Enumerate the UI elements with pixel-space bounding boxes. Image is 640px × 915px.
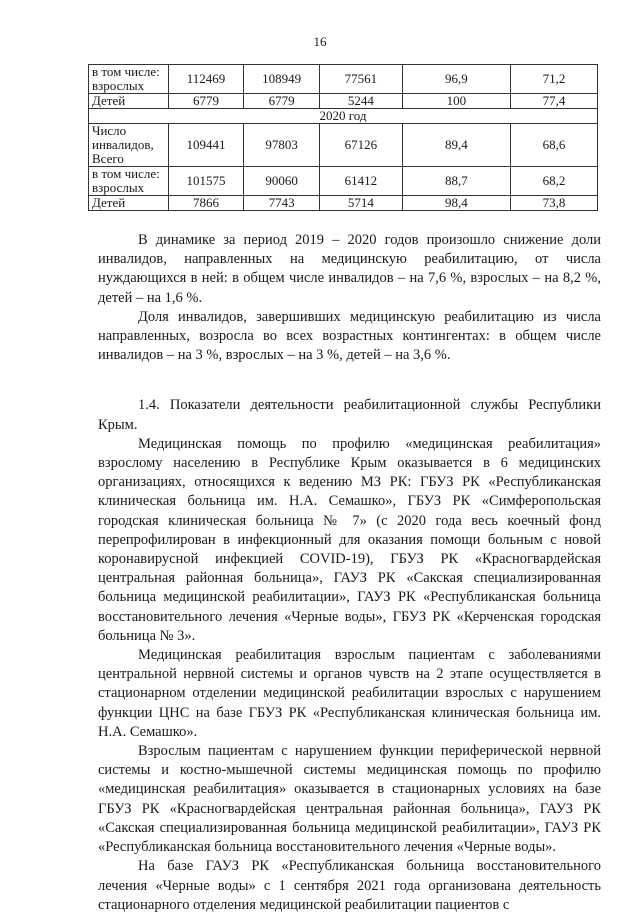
table-cell: 68,6 xyxy=(511,124,598,167)
statistics-table xyxy=(88,64,598,211)
table-cell: 98,4 xyxy=(402,196,510,211)
document-body xyxy=(98,231,601,915)
year-heading: 2020 год xyxy=(89,109,598,124)
table-cell: 97803 xyxy=(244,124,320,167)
table-cell: 68,2 xyxy=(511,167,598,196)
year-heading-row xyxy=(89,109,598,124)
table-cell: 71,2 xyxy=(511,65,598,94)
paragraph: Взрослым пациентам с нарушением функции периферической нервной системы и костно-мышечной системы медицинская помощь по профилю «медицинская реабилитация» оказывается в стационарных условиях на базе ГБУЗ РК «Красногвардейская центральная районная больница», ГАУЗ РК «Сакская специализированная больница медицинской реабилитации», ГАУЗ РК «Республиканская больница восстановительного лечения «Черные воды». xyxy=(98,743,601,856)
table-cell: 7743 xyxy=(244,196,320,211)
row-label: Число инвалидов, Всего xyxy=(89,124,169,167)
table-cell: 77,4 xyxy=(511,94,598,109)
paragraph: Доля инвалидов, завершивших медицинскую реабилитацию из числа направленных, возросла во всех возрастных контингентах: в общем числе инвалидов – на 3 %, взрослых – на 3 %, детей – на 3,6 %. xyxy=(98,308,601,364)
table-cell: 73,8 xyxy=(511,196,598,211)
row-label: Детей xyxy=(89,196,169,211)
paragraph: На базе ГАУЗ РК «Республиканская больница восстановительного лечения «Черные воды» с 1 сентября 2021 года организована деятельность стационарного отделения медицинской реабилитации пациентов с xyxy=(98,858,601,913)
table-row xyxy=(89,124,598,167)
table-cell: 96,9 xyxy=(402,65,510,94)
table-cell: 6779 xyxy=(244,94,320,109)
table-row xyxy=(89,65,598,94)
paragraph: В динамике за период 2019 – 2020 годов произошло снижение доли инвалидов, направленных на медицинскую реабилитацию, от числа нуждающихся в ней: в общем числе инвалидов – на 7,6 %, взрослых – на 8,2 %, детей – на 1,6 %. xyxy=(98,232,601,306)
table-cell: 7866 xyxy=(168,196,244,211)
row-label: в том числе: взрослых xyxy=(89,65,169,94)
table-cell: 5714 xyxy=(319,196,402,211)
table-row xyxy=(89,196,598,211)
table-cell: 101575 xyxy=(168,167,244,196)
table-cell: 67126 xyxy=(319,124,402,167)
table-cell: 89,4 xyxy=(402,124,510,167)
table-cell: 77561 xyxy=(319,65,402,94)
table-cell: 6779 xyxy=(168,94,244,109)
table-cell: 61412 xyxy=(319,167,402,196)
table-row xyxy=(89,94,598,109)
paragraph: Медицинская реабилитация взрослым пациентам с заболеваниями центральной нервной системы и органов чувств на 2 этапе осуществляется в стационарном отделении медицинской реабилитации взрослых с нарушением функции ЦНС на базе ГБУЗ РК «Республиканская клиническая больница им. Н.А. Семашко». xyxy=(98,647,601,740)
table-cell: 108949 xyxy=(244,65,320,94)
table-row xyxy=(89,167,598,196)
row-label: в том числе: взрослых xyxy=(89,167,169,196)
table-cell: 88,7 xyxy=(402,167,510,196)
table-cell: 109441 xyxy=(168,124,244,167)
row-label: Детей xyxy=(89,94,169,109)
table-cell: 90060 xyxy=(244,167,320,196)
section-heading: 1.4. Показатели деятельности реабилитационной службы Республики Крым. xyxy=(98,397,601,433)
table-cell: 5244 xyxy=(319,94,402,109)
table-cell: 100 xyxy=(402,94,510,109)
page-number: 16 xyxy=(313,34,327,49)
paragraph: Медицинская помощь по профилю «медицинская реабилитация» взрослому населению в Республике Крым оказывается в 6 медицинских организациях, относящихся к ведению МЗ РК: ГБУЗ РК «Республиканская клиническая больница им. Н.А. Семашко», ГБУЗ РК «Симферопольская городская клиническая больница № 7» (с 2020 года весь коечный фонд перепрофилирован в инфекционный для оказания помощи больным с новой коронавирусной инфекцией COVID-19), ГБУЗ РК «Красногвардейская центральная районная больница», ГАУЗ РК «Сакская специализированная больница медицинской реабилитации», ГАУЗ РК «Республиканская больница восстановительного лечения «Черные воды», ГБУЗ РК «Керченская городская больница № 3». xyxy=(98,435,601,644)
table-cell: 112469 xyxy=(168,65,244,94)
